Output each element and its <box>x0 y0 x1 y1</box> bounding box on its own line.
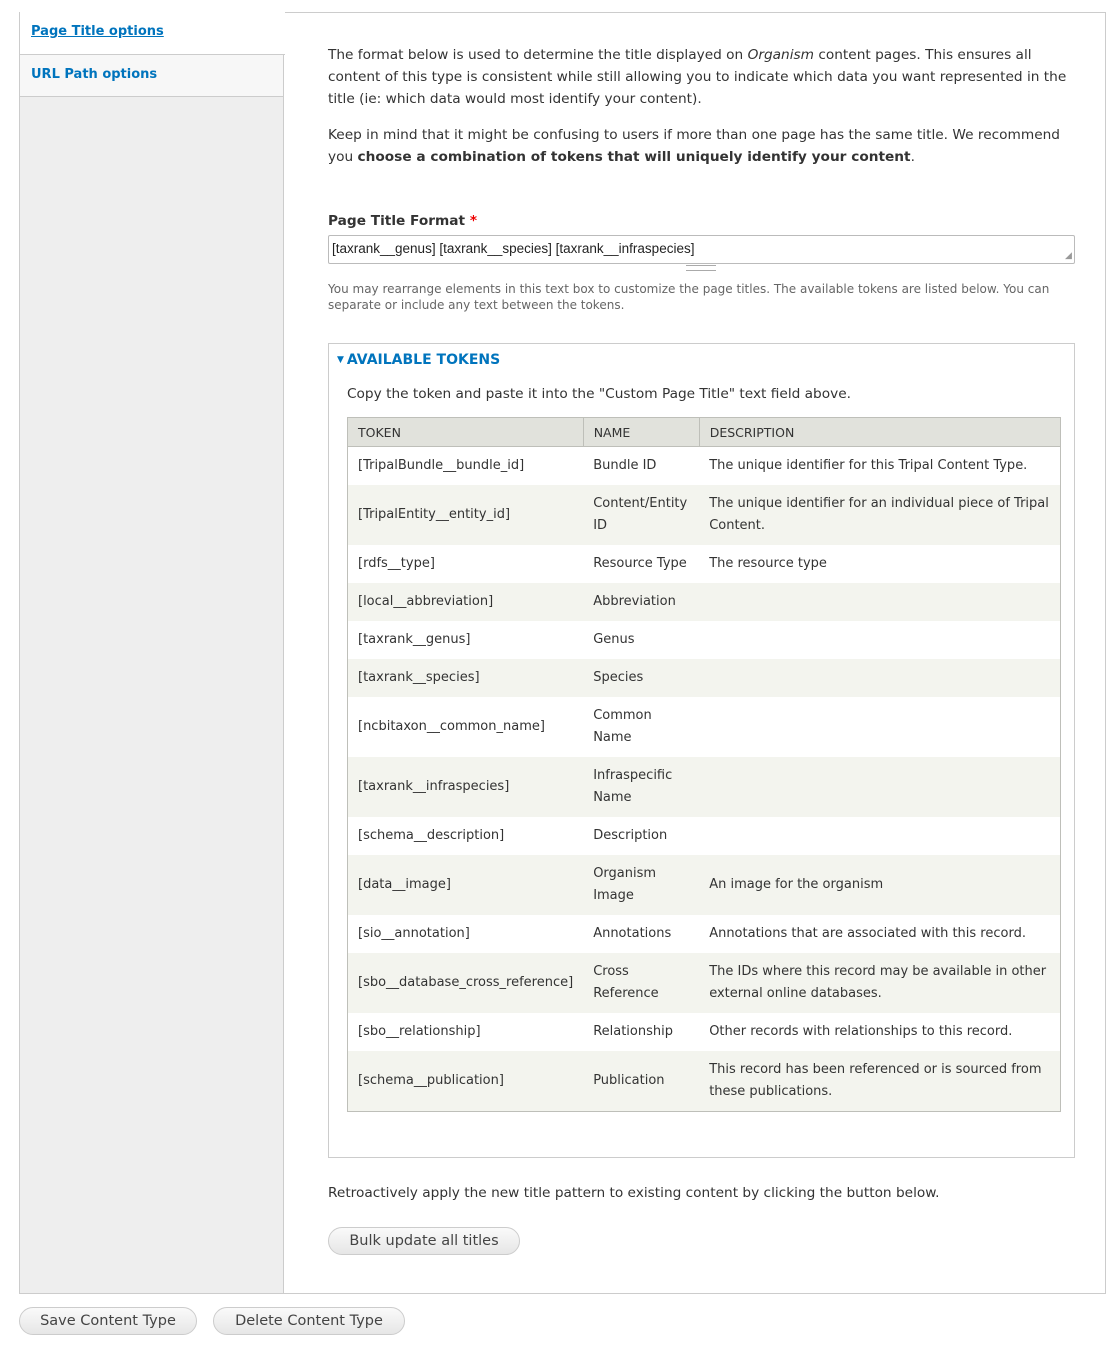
table-row <box>348 545 1061 583</box>
token-token-cell: [data__image] <box>348 855 584 915</box>
token-name-cell: Annotations <box>583 915 699 953</box>
token-token-cell: [TripalBundle__bundle_id] <box>348 447 584 486</box>
token-token-cell: [ncbitaxon__common_name] <box>348 697 584 757</box>
vertical-tabs-menu <box>20 13 284 1293</box>
token-description-cell <box>699 757 1060 817</box>
intro-text: Keep in mind that it might be confusing to users if more than one page has the same title. We recommend you <box>328 127 1060 165</box>
table-row <box>348 583 1061 621</box>
table-row <box>348 1013 1061 1051</box>
token-description-cell: The unique identifier for an individual piece of Tripal Content. <box>699 485 1060 545</box>
table-row <box>348 915 1061 953</box>
available-tokens-fieldset <box>328 343 1075 1158</box>
token-description-cell <box>699 621 1060 659</box>
required-marker: * <box>469 213 477 229</box>
caret-down-icon: ▼ <box>337 355 344 365</box>
available-tokens-toggle[interactable] <box>337 352 500 368</box>
token-token-cell: [taxrank__infraspecies] <box>348 757 584 817</box>
available-tokens-legend: AVAILABLE TOKENS <box>346 352 501 368</box>
table-row <box>348 621 1061 659</box>
table-row <box>348 485 1061 545</box>
bulk-update-titles-button[interactable]: Bulk update all titles <box>328 1227 520 1255</box>
page-title-format-label <box>328 213 477 229</box>
tokens-table <box>347 417 1061 1112</box>
token-description-cell <box>699 697 1060 757</box>
field-help-text: You may rearrange elements in this text box to customize the page titles. The available tokens are listed below. You can separate or include any text between the tokens. <box>328 282 1050 312</box>
token-name-cell: Organism Image <box>583 855 699 915</box>
token-name-cell: Species <box>583 659 699 697</box>
content-type-name: Organism <box>747 47 814 63</box>
token-name-cell: Resource Type <box>583 545 699 583</box>
column-header-name: NAME <box>583 418 699 447</box>
intro-emphasis: choose a combination of tokens that will uniquely identify your content <box>357 149 911 165</box>
token-description-cell <box>699 583 1060 621</box>
token-token-cell: [schema__publication] <box>348 1051 584 1112</box>
textarea-grip-handle[interactable] <box>686 265 716 271</box>
token-token-cell: [TripalEntity__entity_id] <box>348 485 584 545</box>
table-row <box>348 447 1061 486</box>
token-token-cell: [sbo__database_cross_reference] <box>348 953 584 1013</box>
page-title-format-input[interactable]: [taxrank__genus] [taxrank__species] [taxrank__infraspecies] <box>328 235 1075 264</box>
token-name-cell: Cross Reference <box>583 953 699 1013</box>
token-token-cell: [rdfs__type] <box>348 545 584 583</box>
token-name-cell: Content/Entity ID <box>583 485 699 545</box>
retroactive-text: Retroactively apply the new title pattern to existing content by clicking the button below. <box>328 1185 940 1201</box>
token-token-cell: [sbo__relationship] <box>348 1013 584 1051</box>
table-row <box>348 817 1061 855</box>
token-name-cell: Abbreviation <box>583 583 699 621</box>
table-row <box>348 757 1061 817</box>
tab-url-path-options[interactable]: URL Path options <box>20 55 283 97</box>
token-description-cell <box>699 817 1060 855</box>
tab-page-title-options[interactable]: Page Title options <box>20 12 285 55</box>
intro-text: . <box>910 149 915 165</box>
token-token-cell: [taxrank__species] <box>348 659 584 697</box>
token-token-cell: [local__abbreviation] <box>348 583 584 621</box>
column-header-description: DESCRIPTION <box>699 418 1060 447</box>
resize-corner-icon[interactable]: ◢ <box>1065 251 1072 261</box>
intro-text: content pages. This ensures all content of this type is consistent while still allowing you to indicate which data you want represented in the title (ie: which data would most identify your content). <box>328 47 1067 107</box>
column-header-token: TOKEN <box>348 418 584 447</box>
token-description-cell: Annotations that are associated with this record. <box>699 915 1060 953</box>
vertical-tabs <box>19 12 1106 1294</box>
token-name-cell: Description <box>583 817 699 855</box>
token-description-cell: The resource type <box>699 545 1060 583</box>
token-name-cell: Publication <box>583 1051 699 1112</box>
save-content-type-button[interactable]: Save Content Type <box>19 1307 197 1335</box>
intro-text: The format below is used to determine the title displayed on <box>328 47 748 63</box>
intro-paragraph-2 <box>328 124 1078 168</box>
token-description-cell: Other records with relationships to this record. <box>699 1013 1060 1051</box>
token-name-cell: Infraspecific Name <box>583 757 699 817</box>
tokens-description: Copy the token and paste it into the "Custom Page Title" text field above. <box>347 386 851 402</box>
token-name-cell: Common Name <box>583 697 699 757</box>
table-row <box>348 855 1061 915</box>
token-token-cell: [schema__description] <box>348 817 584 855</box>
delete-content-type-button[interactable]: Delete Content Type <box>213 1307 405 1335</box>
tokens-table-header <box>348 418 1061 447</box>
table-row <box>348 697 1061 757</box>
token-token-cell: [taxrank__genus] <box>348 621 584 659</box>
intro-paragraph-1 <box>328 44 1078 110</box>
token-description-cell: The unique identifier for this Tripal Content Type. <box>699 447 1060 486</box>
token-description-cell <box>699 659 1060 697</box>
token-description-cell: This record has been referenced or is sourced from these publications. <box>699 1051 1060 1112</box>
token-description-cell: The IDs where this record may be available in other external online databases. <box>699 953 1060 1013</box>
token-name-cell: Relationship <box>583 1013 699 1051</box>
token-token-cell: [sio__annotation] <box>348 915 584 953</box>
table-row <box>348 953 1061 1013</box>
table-row <box>348 659 1061 697</box>
token-description-cell: An image for the organism <box>699 855 1060 915</box>
field-label-text: Page Title Format <box>328 213 466 229</box>
token-name-cell: Bundle ID <box>583 447 699 486</box>
table-row <box>348 1051 1061 1112</box>
token-name-cell: Genus <box>583 621 699 659</box>
